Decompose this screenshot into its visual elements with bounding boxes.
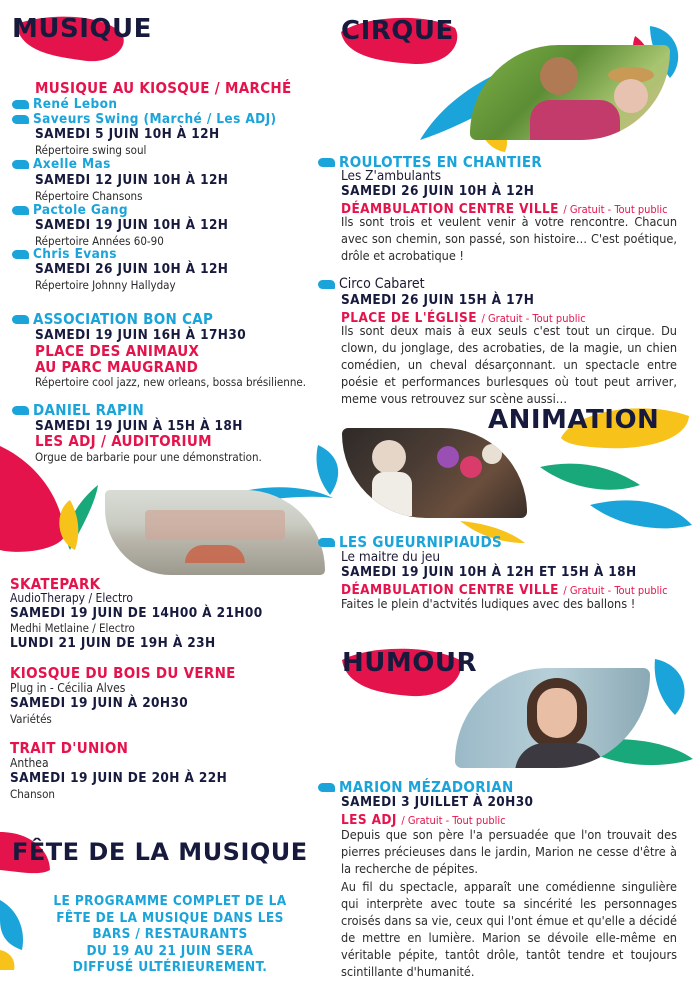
roulottes-title: ROULOTTES EN CHANTIER <box>318 153 542 171</box>
gueurnipiauds-tag: / Gratuit - Tout public <box>563 584 668 597</box>
section-title-fete: FÊTE DE LA MUSIQUE <box>12 838 308 866</box>
kiosque-title: MUSIQUE AU KIOSQUE / MARCHÉ <box>35 79 292 97</box>
circo-date: SAMEDI 26 JUIN 15H À 17H <box>341 292 535 308</box>
bullet-drop-icon <box>318 158 335 167</box>
kiosque-artist-3: Axelle Mas <box>12 156 111 172</box>
circo-title: Circo Cabaret <box>318 276 425 292</box>
kiosque-date-3: SAMEDI 12 JUIN 10H À 12H <box>35 172 229 188</box>
trait-title: TRAIT D'UNION <box>10 739 129 757</box>
circo-place: PLACE DE L'ÉGLISE <box>341 310 477 326</box>
section-title-musique: MUSIQUE <box>12 14 152 44</box>
marion-paragraph-1: Depuis que son père l'a persuadée que l'on trouvait des pierres précieuses dans le jardin, Marion ne cesse d'être à la recherche de pépites. <box>341 827 677 876</box>
skatepark-date-1: SAMEDI 19 JUIN DE 14H00 À 21H00 <box>10 605 263 621</box>
trait-desc: Chanson <box>10 787 55 801</box>
gueurnipiauds-place: DÉAMBULATION CENTRE VILLE <box>341 582 559 598</box>
marion-tag: / Gratuit - Tout public <box>401 814 506 827</box>
skatepark-artist-1: AudioTherapy / Electro <box>10 591 133 605</box>
bois-desc: Variétés <box>10 712 52 726</box>
boncap-place-1: PLACE DES ANIMAUX <box>35 342 200 360</box>
bois-date: SAMEDI 19 JUIN À 20H30 <box>10 695 189 711</box>
roulottes-sub: Les Z'ambulants <box>341 168 442 184</box>
gueurnipiauds-desc: Faites le plein d'actvités ludiques avec des ballons ! <box>341 596 636 611</box>
bois-artist: Plug in - Cécilia Alves <box>10 681 126 695</box>
roulottes-place: DÉAMBULATION CENTRE VILLE <box>341 201 559 217</box>
roulottes-date: SAMEDI 26 JUIN 10H À 12H <box>341 183 535 199</box>
bullet-drop-icon <box>318 538 335 547</box>
skatepark-date-2: LUNDI 21 JUIN DE 19H À 23H <box>10 635 216 651</box>
section-title-cirque: CIRQUE <box>341 16 454 46</box>
circo-text: Ils sont deux mais à eux seuls c'est tout un cirque. Du clown, du jonglage, des acrobaties, de la magie, un chien comédien, un cheval désarçonnant. un spectacle entre poésie et performances burlesques où tout peut arriver, meme vous retrouvez sur scène aussi… <box>341 323 677 406</box>
trait-artist: Anthea <box>10 756 49 770</box>
marion-title: MARION MÉZADORIAN <box>318 778 514 796</box>
fete-line: LE PROGRAMME COMPLET DE LA <box>53 893 287 909</box>
kiosque-desc-2: Répertoire swing soul <box>35 143 147 157</box>
trait-date: SAMEDI 19 JUIN DE 20H À 22H <box>10 770 228 786</box>
kiosque-artist-1: René Lebon <box>12 96 117 112</box>
kiosque-date-4: SAMEDI 19 JUIN 10H À 12H <box>35 217 229 233</box>
marion-date: SAMEDI 3 JUILLET À 20H30 <box>341 794 534 810</box>
bullet-drop-icon <box>318 783 335 792</box>
bullet-drop-icon <box>12 406 29 415</box>
rapin-date: SAMEDI 19 JUIN À 15H À 18H <box>35 418 243 434</box>
boncap-desc: Répertoire cool jazz, new orleans, bossa brésilienne. <box>35 375 307 389</box>
rapin-place: LES ADJ / AUDITORIUM <box>35 432 212 450</box>
kiosque-desc-5: Répertoire Johnny Hallyday <box>35 278 176 292</box>
gueurnipiauds-sub: Le maitre du jeu <box>341 549 441 565</box>
roulottes-tag: / Gratuit - Tout public <box>563 203 668 216</box>
kiosque-date-5: SAMEDI 26 JUIN 10H À 12H <box>35 261 229 277</box>
gueurnipiauds-title: LES GUEURNIPIAUDS <box>318 533 502 551</box>
marion-paragraph-2: Au fil du spectacle, apparaît une comédienne singulière qui interprète avec toute sa sincérité les personnages croisés dans sa vie, ceux qui l'ont émue et qu'elle a décidé de mettre en lumière. Marion se dévoile elle-même en véritable pépite, tantôt drôle, tantôt tendre et toujours scintillante d'humanité. <box>341 879 677 979</box>
bois-title: KIOSQUE DU BOIS DU VERNE <box>10 664 236 682</box>
bullet-drop-icon <box>12 206 29 215</box>
kiosque-desc-4: Répertoire Années 60-90 <box>35 234 164 248</box>
circo-tag: / Gratuit - Tout public <box>481 312 586 325</box>
boncap-date: SAMEDI 19 JUIN 16H À 17H30 <box>35 327 247 343</box>
fete-line: DU 19 AU 21 JUIN SERA <box>86 942 254 959</box>
gueurnipiauds-date: SAMEDI 19 JUIN 10H À 12H ET 15H À 18H <box>341 564 637 580</box>
skatepark-artist-2: Medhi Metlaine / Electro <box>10 621 135 635</box>
kiosque-artist-4: Pactole Gang <box>12 202 128 218</box>
kiosque-artist-2: Saveurs Swing (Marché / Les ADJ) <box>12 111 276 127</box>
bullet-drop-icon <box>12 160 29 169</box>
bullet-drop-icon <box>12 100 29 109</box>
bullet-drop-icon <box>318 280 335 289</box>
bullet-drop-icon <box>12 315 29 324</box>
rapin-desc: Orgue de barbarie pour une démonstration. <box>35 450 262 464</box>
section-title-animation: ANIMATION <box>488 405 660 435</box>
rapin-name: DANIEL RAPIN <box>12 401 144 419</box>
kiosque-desc-3: Répertoire Chansons <box>35 189 143 203</box>
marion-place: LES ADJ <box>341 812 397 828</box>
bullet-drop-icon <box>12 250 29 259</box>
fete-line: FÊTE DE LA MUSIQUE DANS LES <box>56 909 284 926</box>
fete-line: DIFFUSÉ ULTÉRIEUREMENT. <box>72 959 268 975</box>
roulottes-text: Ils sont trois et veulent venir à votre rencontre. Chacun avec son chemin, son passé, son histoire… C'est poétique, drôle et acrobatique ! <box>341 214 677 263</box>
fete-announcement <box>40 893 300 976</box>
section-title-humour: HUMOUR <box>342 648 477 678</box>
kiosque-date-2: SAMEDI 5 JUIN 10H À 12H <box>35 126 220 142</box>
boncap-name: ASSOCIATION BON CAP <box>12 310 213 328</box>
fete-line: BARS / RESTAURANTS <box>92 926 248 942</box>
kiosque-artist-5: Chris Evans <box>12 246 117 262</box>
skatepark-title: SKATEPARK <box>10 575 101 593</box>
bullet-drop-icon <box>12 115 29 124</box>
boncap-place-2: AU PARC MAUGRAND <box>35 358 199 376</box>
